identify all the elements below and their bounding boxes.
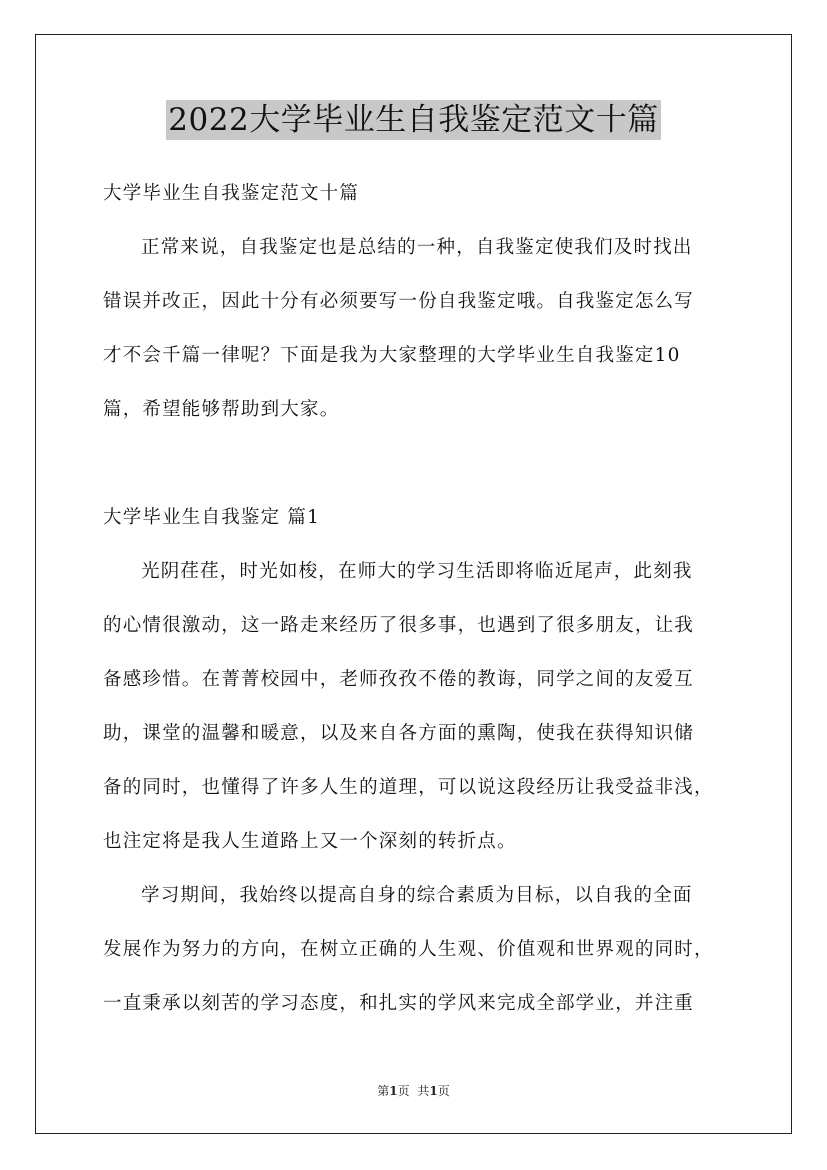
paragraph-line: 的心情很激动，这一路走来经历了很多事，也遇到了很多朋友，让我: [103, 615, 695, 636]
intro-line: 才不会千篇一律呢？下面是我为大家整理的大学毕业生自我鉴定10: [103, 345, 681, 366]
paragraph-line: 备的同时，也懂得了许多人生的道理，可以说这段经历让我受益非浅，: [103, 777, 714, 798]
subtitle: 大学毕业生自我鉴定范文十篇: [103, 183, 360, 204]
intro-line: 正常来说，自我鉴定也是总结的一种，自我鉴定使我们及时找出: [141, 237, 693, 258]
paragraph-line: 光阴荏荏，时光如梭，在师大的学习生活即将临近尾声，此刻我: [141, 561, 693, 582]
paragraph-line: 备感珍惜。在菁菁校园中，老师孜孜不倦的教诲，同学之间的友爱互: [103, 669, 695, 690]
footer-page-suffix: 页: [397, 1084, 410, 1098]
footer-page-number: 1: [389, 1084, 398, 1098]
paragraph-line: 助，课堂的温馨和暖意，以及来自各方面的熏陶，使我在获得知识储: [103, 723, 695, 744]
page-footer: [0, 1082, 827, 1099]
footer-total-number: 1: [429, 1084, 438, 1098]
document-title: 2022大学毕业生自我鉴定范文十篇: [168, 102, 659, 138]
intro-line: 篇，希望能够帮助到大家。: [103, 399, 340, 420]
document-title-wrapper: [0, 100, 827, 140]
intro-line: 错误并改正，因此十分有必须要写一份自我鉴定哦。自我鉴定怎么写: [103, 291, 695, 312]
paragraph-line: 发展作为努力的方向，在树立正确的人生观、价值观和世界观的同时，: [103, 939, 714, 960]
footer-total-suffix: 页: [437, 1084, 450, 1098]
paragraph-line: 学习期间，我始终以提高自身的综合素质为目标，以自我的全面: [141, 885, 693, 906]
section-heading: 大学毕业生自我鉴定 篇1: [103, 507, 321, 528]
footer-page-prefix: 第: [377, 1084, 390, 1098]
paragraph-line: 也注定将是我人生道路上又一个深刻的转折点。: [103, 831, 517, 852]
footer-total-prefix: 共: [417, 1084, 430, 1098]
paragraph-line: 一直秉承以刻苦的学习态度，和扎实的学风来完成全部学业，并注重: [103, 993, 695, 1014]
